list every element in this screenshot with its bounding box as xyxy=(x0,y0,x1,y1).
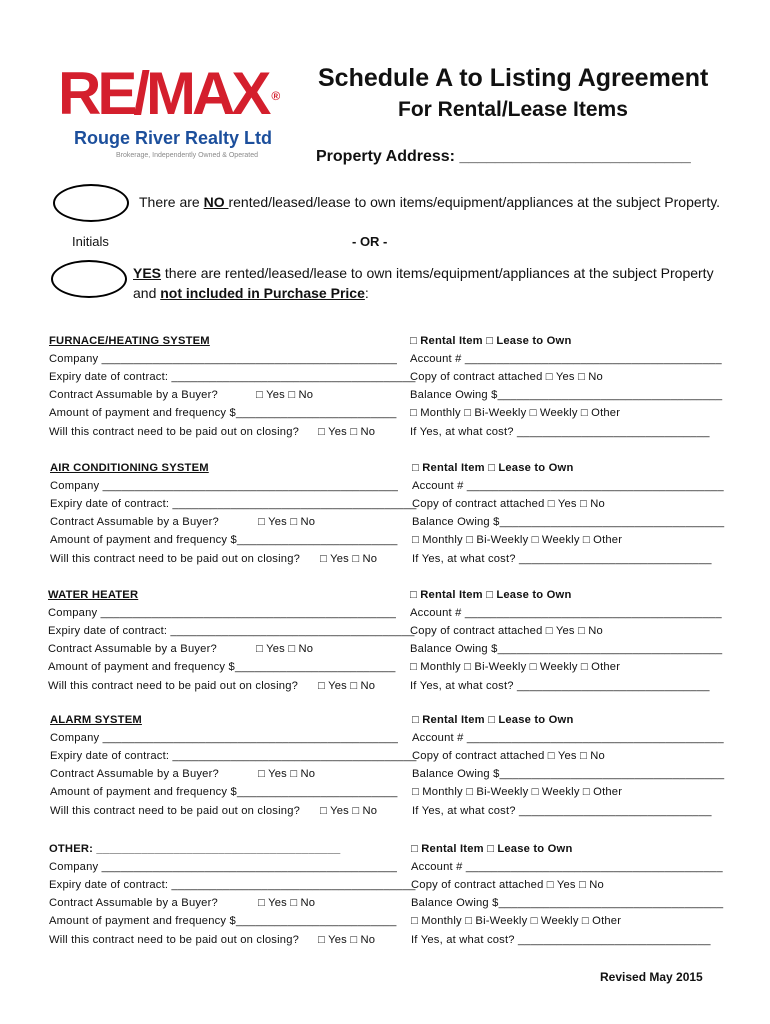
assumable-checkboxes[interactable]: □ Yes □ No xyxy=(258,768,316,780)
account-field[interactable]: Account # ________________________________________ xyxy=(410,607,722,619)
balance-field[interactable]: Balance Owing $___________________________________ xyxy=(412,516,725,528)
logo-office-name: Rouge River Realty Ltd xyxy=(74,128,273,148)
amount-field[interactable]: Amount of payment and frequency $_________________________ xyxy=(49,407,397,419)
option-yes-text-line1: YES there are rented/leased/lease to own items/equipment/appliances at the subject Property xyxy=(133,265,714,281)
paid-out-checkboxes[interactable]: □ Yes □ No xyxy=(318,680,376,692)
frequency-checkboxes[interactable]: □ Monthly □ Bi-Weekly □ Weekly □ Other xyxy=(412,534,623,546)
rental-lease-checkboxes[interactable]: □ Rental Item □ Lease to Own xyxy=(412,462,574,474)
document-title: Schedule A to Listing Agreement xyxy=(318,64,709,92)
frequency-checkboxes[interactable]: □ Monthly □ Bi-Weekly □ Weekly □ Other xyxy=(412,786,623,798)
cost-field[interactable]: If Yes, at what cost? ______________________________ xyxy=(411,934,711,946)
balance-field[interactable]: Balance Owing $___________________________________ xyxy=(410,643,723,655)
revision-note: Revised May 2015 xyxy=(600,970,703,984)
cost-field[interactable]: If Yes, at what cost? ______________________________ xyxy=(412,805,712,817)
company-field[interactable]: Company ______________________________________________ xyxy=(50,480,398,492)
or-separator: - OR - xyxy=(352,234,388,249)
balance-field[interactable]: Balance Owing $___________________________________ xyxy=(411,897,724,909)
initials-oval-no[interactable] xyxy=(53,184,129,222)
company-field[interactable]: Company ______________________________________________ xyxy=(50,732,398,744)
rental-lease-checkboxes[interactable]: □ Rental Item □ Lease to Own xyxy=(410,589,572,601)
amount-field[interactable]: Amount of payment and frequency $_________________________ xyxy=(48,661,396,673)
assumable-checkboxes[interactable]: □ Yes □ No xyxy=(258,897,316,909)
balance-field[interactable]: Balance Owing $___________________________________ xyxy=(410,389,723,401)
document-subtitle: For Rental/Lease Items xyxy=(398,98,628,121)
assumable-label: Contract Assumable by a Buyer? xyxy=(50,768,219,780)
paid-out-checkboxes[interactable]: □ Yes □ No xyxy=(320,553,378,565)
paid-out-label: Will this contract need to be paid out on closing? xyxy=(49,934,300,946)
property-address-field[interactable]: Property Address: __________________________ xyxy=(316,148,691,165)
account-field[interactable]: Account # ________________________________________ xyxy=(412,732,724,744)
expiry-field[interactable]: Expiry date of contract: ______________________________________ xyxy=(50,498,417,510)
expiry-field[interactable]: Expiry date of contract: ______________________________________ xyxy=(50,750,417,762)
paid-out-label: Will this contract need to be paid out on closing? xyxy=(50,553,301,565)
copy-attached-field[interactable]: Copy of contract attached □ Yes □ No xyxy=(412,750,605,762)
assumable-checkboxes[interactable]: □ Yes □ No xyxy=(256,643,314,655)
section-title: AIR CONDITIONING SYSTEM xyxy=(50,462,209,474)
balance-field[interactable]: Balance Owing $___________________________________ xyxy=(412,768,725,780)
section-title[interactable]: OTHER: ______________________________________ xyxy=(49,843,341,855)
expiry-field[interactable]: Expiry date of contract: ______________________________________ xyxy=(48,625,415,637)
frequency-checkboxes[interactable]: □ Monthly □ Bi-Weekly □ Weekly □ Other xyxy=(410,407,621,419)
amount-field[interactable]: Amount of payment and frequency $_________________________ xyxy=(50,534,398,546)
company-field[interactable]: Company ______________________________________________ xyxy=(49,861,397,873)
paid-out-label: Will this contract need to be paid out on closing? xyxy=(48,680,299,692)
amount-field[interactable]: Amount of payment and frequency $_________________________ xyxy=(50,786,398,798)
section-title: ALARM SYSTEM xyxy=(50,714,142,726)
option-yes-text-line2: and not included in Purchase Price: xyxy=(133,285,369,301)
initials-oval-yes[interactable] xyxy=(51,260,127,298)
copy-attached-field[interactable]: Copy of contract attached □ Yes □ No xyxy=(410,625,603,637)
company-field[interactable]: Company ______________________________________________ xyxy=(49,353,397,365)
assumable-label: Contract Assumable by a Buyer? xyxy=(50,516,219,528)
paid-out-label: Will this contract need to be paid out on closing? xyxy=(50,805,301,817)
logo-tagline: Brokerage, Independently Owned & Operated xyxy=(116,152,259,159)
assumable-label: Contract Assumable by a Buyer? xyxy=(48,643,217,655)
rental-lease-checkboxes[interactable]: □ Rental Item □ Lease to Own xyxy=(412,714,574,726)
account-field[interactable]: Account # ________________________________________ xyxy=(411,861,723,873)
cost-field[interactable]: If Yes, at what cost? ______________________________ xyxy=(410,426,710,438)
assumable-label: Contract Assumable by a Buyer? xyxy=(49,897,218,909)
section-title: WATER HEATER xyxy=(48,589,139,601)
paid-out-label: Will this contract need to be paid out on closing? xyxy=(49,426,300,438)
assumable-checkboxes[interactable]: □ Yes □ No xyxy=(258,516,316,528)
frequency-checkboxes[interactable]: □ Monthly □ Bi-Weekly □ Weekly □ Other xyxy=(410,661,621,673)
rental-lease-checkboxes[interactable]: □ Rental Item □ Lease to Own xyxy=(411,843,573,855)
assumable-checkboxes[interactable]: □ Yes □ No xyxy=(256,389,314,401)
assumable-label: Contract Assumable by a Buyer? xyxy=(49,389,218,401)
expiry-field[interactable]: Expiry date of contract: ______________________________________ xyxy=(49,371,416,383)
copy-attached-field[interactable]: Copy of contract attached □ Yes □ No xyxy=(411,879,604,891)
cost-field[interactable]: If Yes, at what cost? ______________________________ xyxy=(410,680,710,692)
account-field[interactable]: Account # ________________________________________ xyxy=(410,353,722,365)
paid-out-checkboxes[interactable]: □ Yes □ No xyxy=(318,934,376,946)
frequency-checkboxes[interactable]: □ Monthly □ Bi-Weekly □ Weekly □ Other xyxy=(411,915,622,927)
logo-wordmark: RE/MAX ® xyxy=(58,60,281,127)
copy-attached-field[interactable]: Copy of contract attached □ Yes □ No xyxy=(410,371,603,383)
option-no-text: There are NO rented/leased/lease to own items/equipment/appliances at the subject Property. xyxy=(139,194,721,210)
paid-out-checkboxes[interactable]: □ Yes □ No xyxy=(320,805,378,817)
cost-field[interactable]: If Yes, at what cost? ______________________________ xyxy=(412,553,712,565)
rental-lease-checkboxes[interactable]: □ Rental Item □ Lease to Own xyxy=(410,335,572,347)
section-title: FURNACE/HEATING SYSTEM xyxy=(49,335,210,347)
account-field[interactable]: Account # ________________________________________ xyxy=(412,480,724,492)
paid-out-checkboxes[interactable]: □ Yes □ No xyxy=(318,426,376,438)
expiry-field[interactable]: Expiry date of contract: ______________________________________ xyxy=(49,879,416,891)
initials-label: Initials xyxy=(72,234,109,249)
company-field[interactable]: Company ______________________________________________ xyxy=(48,607,396,619)
amount-field[interactable]: Amount of payment and frequency $_________________________ xyxy=(49,915,397,927)
copy-attached-field[interactable]: Copy of contract attached □ Yes □ No xyxy=(412,498,605,510)
remax-logo xyxy=(58,60,298,164)
